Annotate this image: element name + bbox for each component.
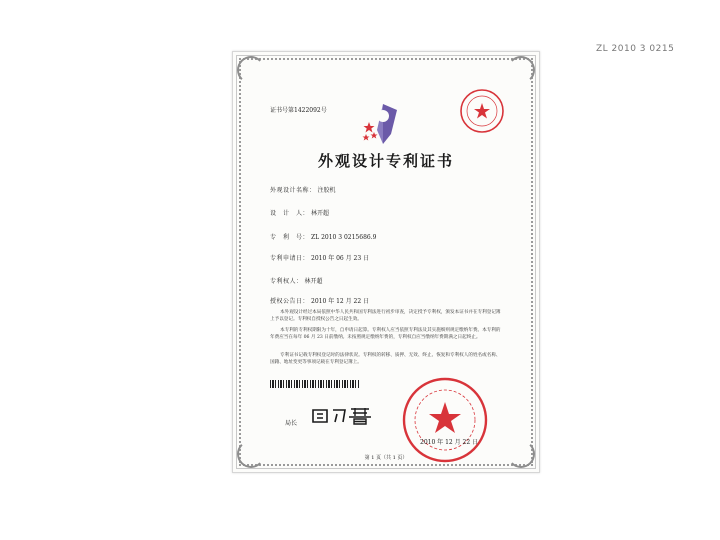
field-patent-number	[270, 232, 376, 241]
certificate-paragraph: 专利证书记载专利权登记时的法律状况。专利权的转移、质押、无效、终止、恢复和专利权人的姓名或名称、国籍、地址变更等事项记载在专利登记簿上。	[270, 353, 501, 365]
certificate-number-suffix: 号	[320, 107, 327, 114]
field-designer	[270, 208, 329, 217]
field-value: 林开超	[311, 210, 330, 217]
director-signature	[309, 404, 381, 426]
patent-office-logo-icon	[361, 100, 405, 148]
top-seal-icon	[459, 88, 505, 134]
certificate-number-value: 1422092	[294, 107, 321, 114]
handwritten-note: ZL 2010 3 0215	[596, 44, 675, 54]
barcode	[270, 380, 360, 388]
field-value: 2010 年 12 月 22 日	[311, 298, 370, 305]
field-label: 设 计 人：	[270, 210, 310, 217]
official-seal-icon	[401, 376, 489, 464]
certificate-number-label: 证书号第	[270, 107, 295, 114]
certificate-number	[270, 105, 327, 114]
field-value: ZL 2010 3 0215686.9	[311, 234, 377, 241]
field-patentee	[270, 276, 323, 285]
field-grant-date	[270, 296, 369, 305]
corner-ornament	[507, 56, 535, 84]
certificate-title: 外观设计专利证书	[317, 152, 454, 170]
certificate-paragraph: 本外观设计经过本局依照中华人民共和国专利法进行初步审查，决定授予专利权，颁发本证书并在专利登记簿上予以登记。专利权自授权公告之日起生效。	[270, 310, 501, 322]
patent-certificate	[232, 51, 540, 473]
field-label: 专 利 号：	[270, 234, 310, 241]
certificate-paragraph: 本专利的专利权期限为十年，自申请日起算。专利权人应当依照专利法及其实施细则规定缴纳年费。本专利的年费应当在每年 06 月 23 日前缴纳。未按照规定缴纳年费的，专利权自应当缴纳年费期满之日起终止。	[270, 328, 501, 340]
field-design-name	[270, 185, 336, 194]
field-label: 外观设计名称：	[270, 187, 316, 194]
page-number: 第 1 页（共 1 页）	[364, 455, 408, 461]
field-label: 专利权人：	[270, 278, 303, 285]
seal-date: 2010 年 12 月 22 日	[420, 439, 479, 446]
field-application-date	[270, 253, 369, 262]
field-value: 林开超	[304, 278, 323, 285]
field-label: 授权公告日：	[270, 298, 310, 305]
field-value: 注胶机	[317, 187, 336, 194]
field-label: 专利申请日：	[270, 255, 310, 262]
field-value: 2010 年 06 月 23 日	[311, 255, 370, 262]
corner-ornament	[237, 56, 265, 84]
director-label: 局长	[285, 420, 298, 427]
